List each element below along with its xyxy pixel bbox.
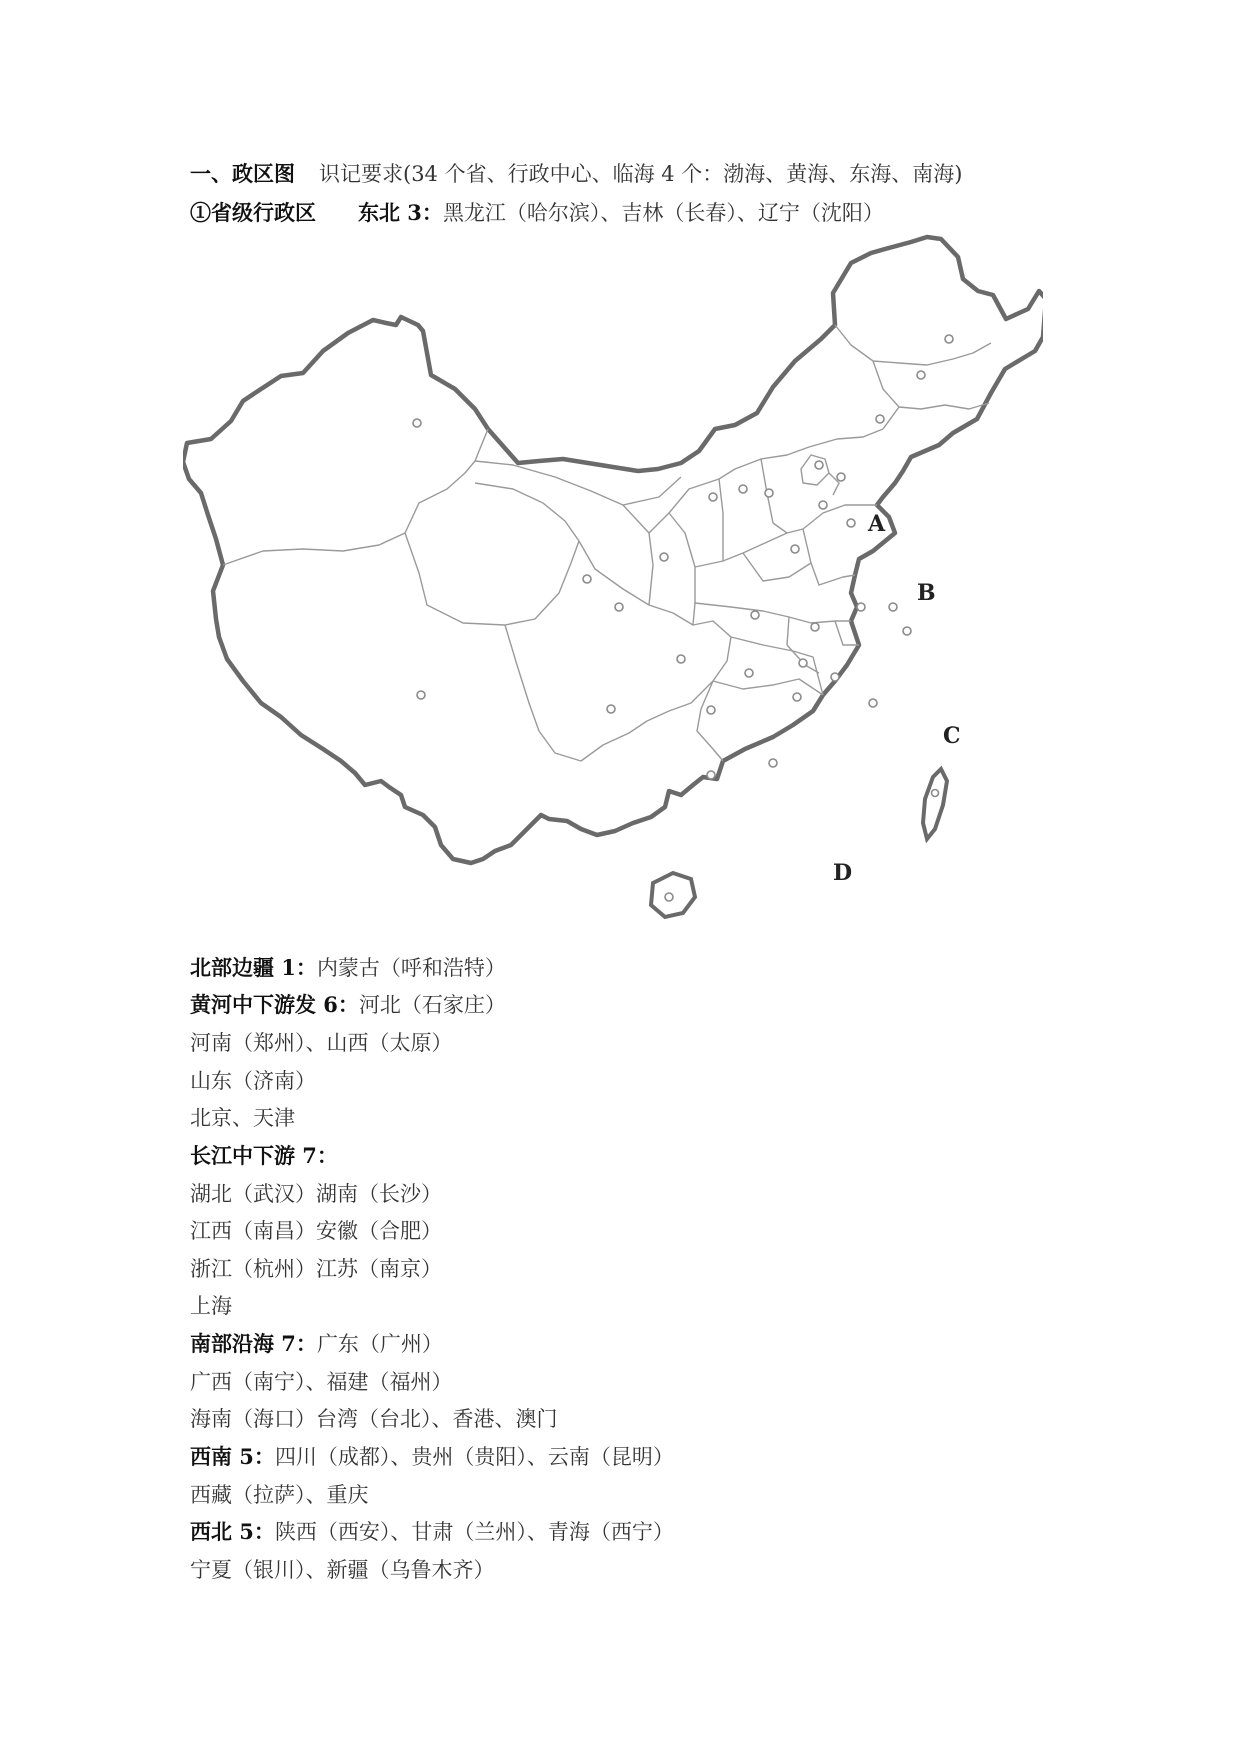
body-line xyxy=(190,1067,316,1095)
region-heading: 南部沿海 7： xyxy=(190,1331,317,1356)
china-province-map xyxy=(183,233,1043,946)
region-text: 海南（海口）台湾（台北）、香港、澳门 xyxy=(190,1407,558,1431)
sea-label-b: B xyxy=(917,580,936,606)
capital-marker xyxy=(751,611,759,619)
body-line xyxy=(190,1368,453,1396)
body-line xyxy=(190,1104,295,1132)
capital-marker xyxy=(889,603,897,611)
region-text: 上海 xyxy=(190,1294,232,1318)
capital-marker xyxy=(615,603,623,611)
capital-marker xyxy=(857,603,865,611)
body-line xyxy=(190,1556,495,1584)
subsection-title: ①省级行政区 xyxy=(190,200,316,225)
capital-marker xyxy=(769,759,777,767)
region-text: 山东（济南） xyxy=(190,1069,316,1093)
body-line xyxy=(190,1405,558,1433)
body-line xyxy=(190,1180,442,1208)
capital-marker xyxy=(831,673,839,681)
region-text: 内蒙古（呼和浩特） xyxy=(316,956,506,980)
capital-marker xyxy=(677,655,685,663)
body-line xyxy=(190,991,506,1019)
capital-marker xyxy=(903,627,911,635)
sea-label-c: C xyxy=(943,723,961,749)
body-line xyxy=(190,1443,674,1471)
boundary-xinjiang-tibet xyxy=(223,533,405,565)
boundary-northeast xyxy=(835,325,991,429)
region-text: 广西（南宁）、福建（福州） xyxy=(190,1370,453,1394)
capital-marker xyxy=(815,461,823,469)
region-text: 河南（郑州）、山西（太原） xyxy=(190,1031,453,1055)
capital-marker xyxy=(837,473,845,481)
body-line xyxy=(190,1292,232,1320)
capital-marker xyxy=(793,693,801,701)
capital-marker xyxy=(665,893,673,901)
requirement-text: 识记要求(34 个省、行政中心、临海 4 个：渤海、黄海、东海、南海) xyxy=(319,162,963,186)
region-text: 河北（石家庄） xyxy=(358,993,506,1017)
capital-marker xyxy=(791,545,799,553)
region-text: 广东（广州） xyxy=(316,1332,443,1356)
capital-marker xyxy=(932,790,939,797)
capital-marker xyxy=(707,771,715,779)
boundary-tibet-sichuan xyxy=(505,625,581,761)
capital-marker xyxy=(847,519,855,527)
region-heading-northeast: 东北 3： xyxy=(358,200,443,225)
capital-marker xyxy=(869,699,877,707)
body-line xyxy=(190,1481,369,1509)
capital-marker xyxy=(799,659,807,667)
body-line xyxy=(190,1255,442,1283)
capital-marker xyxy=(707,706,715,714)
subsection-line xyxy=(190,199,884,227)
region-provinces-northeast: 黑龙江（哈尔滨）、吉林（长春）、辽宁（沈阳） xyxy=(442,201,884,225)
capital-marker xyxy=(709,493,717,501)
capital-marker xyxy=(945,335,953,343)
region-text: 宁夏（银川）、新疆（乌鲁木齐） xyxy=(190,1558,495,1582)
body-line xyxy=(190,1330,443,1358)
region-text: 陕西（西安）、甘肃（兰州）、青海（西宁） xyxy=(274,1520,674,1544)
region-heading: 西南 5： xyxy=(190,1444,275,1469)
region-heading: 西北 5： xyxy=(190,1519,275,1544)
region-text: 北京、天津 xyxy=(190,1106,295,1130)
header-line xyxy=(190,160,963,188)
region-heading: 北部边疆 1： xyxy=(190,955,317,980)
body-line xyxy=(190,954,506,982)
capital-marker xyxy=(811,623,819,631)
sea-label-a: A xyxy=(868,511,886,537)
boundary-sichuan-east xyxy=(579,541,731,681)
region-heading: 黄河中下游发 6： xyxy=(190,992,359,1017)
boundary-inner-mongolia-south xyxy=(623,429,883,533)
boundary-xinjiang-east xyxy=(405,429,488,533)
capital-marker xyxy=(607,705,615,713)
body-line xyxy=(190,1142,338,1170)
taiwan-island xyxy=(923,769,947,839)
region-text: 江西（南昌）安徽（合肥） xyxy=(190,1219,442,1243)
capital-marker xyxy=(819,501,827,509)
boundary-central xyxy=(695,529,851,695)
capital-marker xyxy=(413,419,421,427)
region-text: 湖北（武汉）湖南（长沙） xyxy=(190,1182,442,1206)
capital-marker xyxy=(876,415,884,423)
region-heading: 长江中下游 7： xyxy=(190,1143,338,1168)
boundary-shaanxi xyxy=(649,513,695,625)
capital-marker xyxy=(583,575,591,583)
section-title: 一、政区图 xyxy=(190,161,295,186)
capital-marker xyxy=(660,553,668,561)
boundary-guangxi-guangdong xyxy=(713,679,823,695)
capital-marker xyxy=(745,669,753,677)
region-text: 四川（成都）、贵州（贵阳）、云南（昆明） xyxy=(274,1445,674,1469)
capital-marker xyxy=(417,691,425,699)
capital-marker xyxy=(739,485,747,493)
capital-markers xyxy=(413,335,953,901)
region-text: 西藏（拉萨）、重庆 xyxy=(190,1483,369,1507)
body-line xyxy=(190,1217,442,1245)
body-line xyxy=(190,1518,674,1546)
boundary-qinghai xyxy=(405,483,579,625)
body-line xyxy=(190,1029,453,1057)
capital-marker xyxy=(765,489,773,497)
sea-label-d: D xyxy=(833,860,853,886)
boundary-yunnan-guizhou xyxy=(581,681,723,761)
capital-marker xyxy=(917,371,925,379)
region-text: 浙江（杭州）江苏（南京） xyxy=(190,1257,442,1281)
